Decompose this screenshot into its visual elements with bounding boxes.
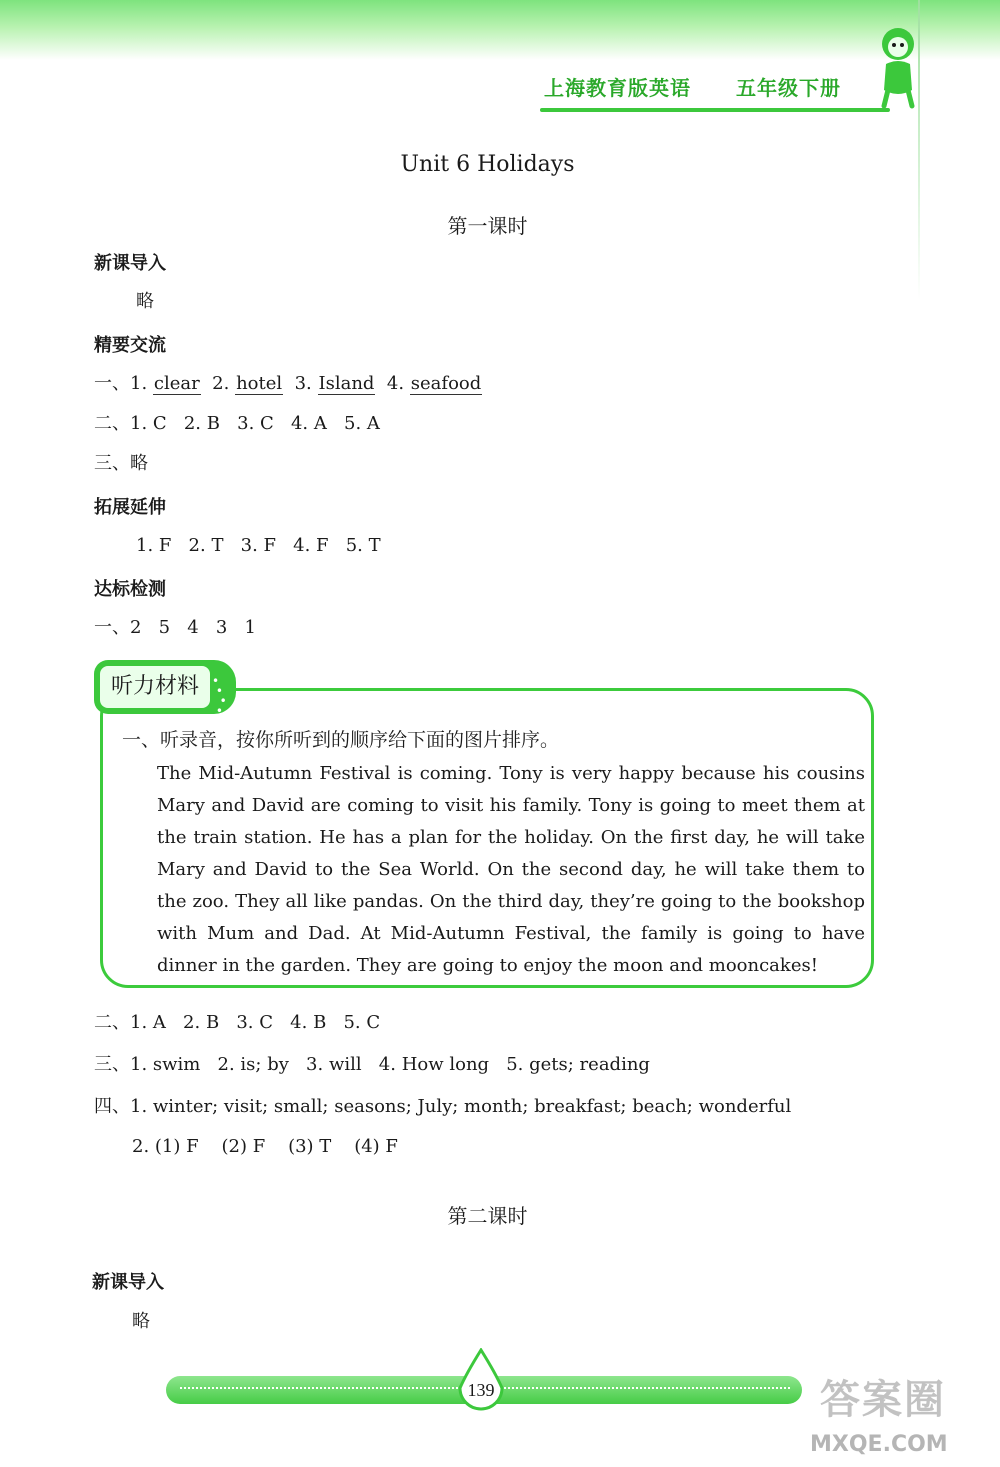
lesson2-intro-text: 略: [132, 1311, 150, 1332]
q1-n4: 4.: [375, 373, 410, 394]
section-extension-title: 拓展延伸: [94, 497, 166, 518]
extension-answers: 1. F 2. T 3. F 4. F 5. T: [136, 535, 381, 556]
section-intro-title: 新课导入: [94, 253, 166, 274]
listening-tab-label: 听力材料: [100, 666, 210, 708]
listening-passage: The Mid-Autumn Festival is coming. Tony is very happy because his cousins Mary and David are coming to visit his family. Tony is going to meet them at the train station. He has a plan for the holiday. On the first day, he will take Mary and David to the Sea World. On the second day, he will take them to the zoo. They all like pandas. On the third day, they’re going to the bookshop with Mum and Dad. At Mid-Autumn Festival, the family is going to have dinner in the garden. They are going to enjoy the moon and mooncakes!: [157, 763, 865, 976]
header-underline: [540, 108, 890, 112]
answers-q2: 二、1. A 2. B 3. C 4. B 5. C: [94, 1012, 381, 1033]
answer-clear: clear: [153, 373, 200, 394]
lesson2-intro-title: 新课导入: [92, 1272, 164, 1293]
book-title: 上海教育版英语: [544, 76, 691, 100]
test-q1: 一、2 5 4 3 1: [94, 617, 256, 638]
answer-island: Island: [318, 373, 375, 394]
answer-seafood: seafood: [410, 373, 482, 394]
header-band: [0, 0, 1000, 60]
exchange-q3: 三、略: [94, 453, 148, 474]
q1-n2: 2.: [200, 373, 236, 394]
exchange-q2: 二、1. C 2. B 3. C 4. A 5. A: [94, 413, 380, 434]
grade-label: 五年级下册: [736, 76, 841, 100]
exchange-q1: [94, 372, 482, 396]
lesson1-heading: 第一课时: [447, 214, 528, 238]
tab-arrow-icon: • • • • •: [212, 674, 227, 728]
q1-n3: 3.: [283, 373, 318, 394]
q1-prefix: 一、1.: [94, 373, 153, 394]
watermark-logo: 答案圈: [820, 1377, 946, 1423]
answers-q4-2: 2. (1) F (2) F (3) T (4) F: [132, 1136, 398, 1157]
unit-title: Unit 6 Holidays: [400, 152, 575, 177]
section-test-title: 达标检测: [94, 579, 166, 600]
answer-hotel: hotel: [236, 373, 283, 394]
answers-q3: 三、1. swim 2. is; by 3. will 4. How long 5. gets; reading: [94, 1054, 650, 1075]
lesson2-heading: 第二课时: [447, 1204, 528, 1228]
section-intro-text: 略: [136, 291, 154, 312]
listening-instruction: 一、听录音，按你所听到的顺序给下面的图片排序。: [122, 729, 560, 751]
page-number: 139: [467, 1380, 495, 1400]
mascot-icon: [866, 20, 930, 110]
watermark-url: MXQE.COM: [810, 1432, 948, 1457]
section-exchange-title: 精要交流: [94, 335, 166, 356]
answers-q4-1: 四、1. winter; visit; small; seasons; July; month; breakfast; beach; wonderful: [94, 1096, 792, 1117]
